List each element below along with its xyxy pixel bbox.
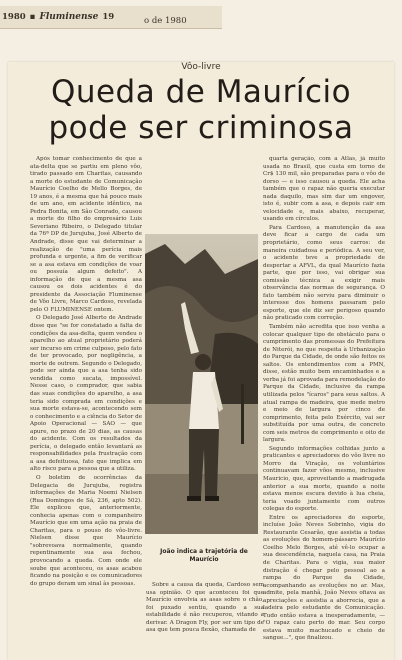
article-headline: Queda de Maurício pode ser criminosa bbox=[48, 74, 354, 146]
masthead-separator: ▪ bbox=[29, 12, 36, 22]
masthead-year: 1980 bbox=[2, 12, 26, 22]
article-paragraph: Entre os apreciadores do esporte, incluíse João Neves Sobrinho, vigia do Restaurante Cesarão, que assistia a todas as evoluções do homem-pássaro Maurício Coelho Melo Borges, até vê-lo ocupar a sua descendência, naquela casa, na Praia de Charitas. Para o vigia, sua maior distração é chegar pelo pessoal ao a rampa do Parque da Cidade, acompanhando as evoluções no ar. Mas, admite, pela manhã, João Neves ofiava as apreciações e assistia a aborrecia, que a ladeira pelo estudante de Comunicação. Tudo então estava a inesperadamente, — "O rapaz caiu perto do mar. Seu corpo estava muito machucado e cheio de sangue...", que finalizou. bbox=[263, 514, 385, 642]
photo-caption: João indica a trajetória de Maurício bbox=[160, 548, 248, 563]
masthead-day: 19 bbox=[102, 12, 115, 22]
article-kicker: Vôo-livre bbox=[181, 62, 221, 72]
article-paragraph: Sobre a causa da queda, Cardoso sem usa opinião. O que aconteceu foi que Maurício envolvia as asas sobre o chão, foi puxado sentiu, quando a sua estabilidade é não recuperou, vitando a derivar. A Dragon Fly, por ser um tipo de asa que tem pouca flexão, chamada de bbox=[146, 582, 264, 634]
article-paragraph: quarta geração, com a Atlas, já muito usada no Brasil, que custa em torno de Cr$ 130 mil, são preparadas para o vôo de dorso — e isso causou a queda. Ele acha também que o rapaz não queria executar nada daquilo, mas sim dar um engover, isto é, subir com a asa, e depois cair em velocidade e, mais abaixo, recuperar, usando em círculos. bbox=[263, 156, 385, 223]
article-column-1 bbox=[30, 156, 142, 660]
article-paragraph: Após tomar conhecimento de que a ata-delta que se partiu em pleno vôo, tirado passado em Charitas, causando a morte do estudante de Comunicação Maurício Coelho de Mello Borges, de 19 anos, é a mesma que há pouco mais de um ano, em acidente idêntico, na Pedra Bonita, em São Conrado, causou a morte do filho do empresário Luis Severiano Ribeiro, o Delegado titular da 76ª DP de Jurujuba, José Alberto de Andrade, disse que vai determinar a realização de "uma perícia mais profunda e urgente, a fim de verificar se a asa estava em condições de voar ou possuía algum defeito". A informação de que a mesma asa causou os dois acidentes é do presidente da Associação Fluminense de Vôo Livre, Marco Cardoso, revelada pelo O FLUMINENSE ontem. bbox=[30, 156, 142, 313]
masthead-date: o de 1980 bbox=[144, 16, 187, 26]
article-column-3 bbox=[263, 156, 385, 660]
photo-man-pointing bbox=[145, 234, 258, 534]
article-paragraph: Para Cardoso, a manutenção da asa deve ficar a cargo de cada um proprietário, como seus carros: de maneira cuidadosa e periódica. A seu ver, o acidente teve a propriedade de despertar a AFVL, da qual Maurício fazia parte, que por isso, vai obrigar sua comissão técnica a exigir mais observância das normas de segurança. O fato também não serviu para diminuir o interesse dos homens passaram pelo esporte, que ele diz ser perigoso quando não praticado com correção. bbox=[263, 224, 385, 322]
masthead-paper-name: Fluminense bbox=[39, 12, 99, 22]
article-photo bbox=[145, 234, 258, 534]
article-paragraph: Segundo informações colhidas junto a praticantes e apreciadores do vôo livre no Morro da Viração, os voluntários continuavam fazer vôos mesmo, inclusive Mauricio, que, aproveitando a madrugada anterior a sua morte, quando a noite estava menos escura devido à lua cheia, teria voado juntamente com outros colegas do esporte. bbox=[263, 445, 385, 513]
masthead bbox=[0, 6, 222, 29]
article-paragraph: O boletim de ocorrências da Delegacia de Jurujuba, registra informações de Maria Noemi Nielsen (Rua Domingos de Sá, 236, apto 502). Ele explicou que, anteriormente, conhecia apenas com o companheiro Maurício que em uma ação na praia de Charitas, para o pouso do vôo-livre. Nielsen disse que Maurício "sobrevoava normalmente, quando repentinamente sua asa fechou, provocando a queda. Com onde ele soube que aconteceu, os asas acabou ficando na posição e os comunicadores do grupo deram um sinal às pessoas. bbox=[30, 474, 142, 587]
article-paragraph: Também não acredita que isso venha a colocar qualquer tipo de obstáculo para o cumprimento das promessas do Prefeitura de Niterói, no que respeita à Urbanização do Parque da Cidade, de onde são feitos os saltos. Os entendimentos com a PMN, disse, estão muito bem encaminhados e a verba já foi aprovada para remodelação do Parque da Cidade, inclusive da rampa utilizada pelos "ícaros" para seus saltos. A atual rampa de madeira, que mede metro e meio de largura por cinco de comprimento, feita pelo Exército, vai ser substituída por uma outra, de concreto com seis metros de comprimento e oito de largura. bbox=[263, 324, 385, 444]
article-column-2 bbox=[146, 582, 264, 660]
article-paragraph: O Delegado José Alberto de Andrade disse que "se for constatado a falta de condições da asa-delta, quem vendeu o aparelho ao atual proprietário poderá ser incurso em crime culposo, pelo fato de ter provocado, por negligência, a morte de outrem. Segundo o Delegado, pode ser ainda que a asa tenha sido vendida como sucata, impossível. Nesse caso, o comprador, que sabia das suas condições do aparelho, a asa teria sido comprada em condições e sua morte estava-se, acontecendo sem o conhecimento e a ciência do Setor de Apoio Operacional — SAO — que apure, no prazo de 20 dias, as causas do acidente. Com os resultados da perícia, o delegado então levantará as responsabilidades pela frustração com a asa defeituosa, fato que implica em alto risco para a pessoa que a utiliza. bbox=[30, 315, 142, 473]
